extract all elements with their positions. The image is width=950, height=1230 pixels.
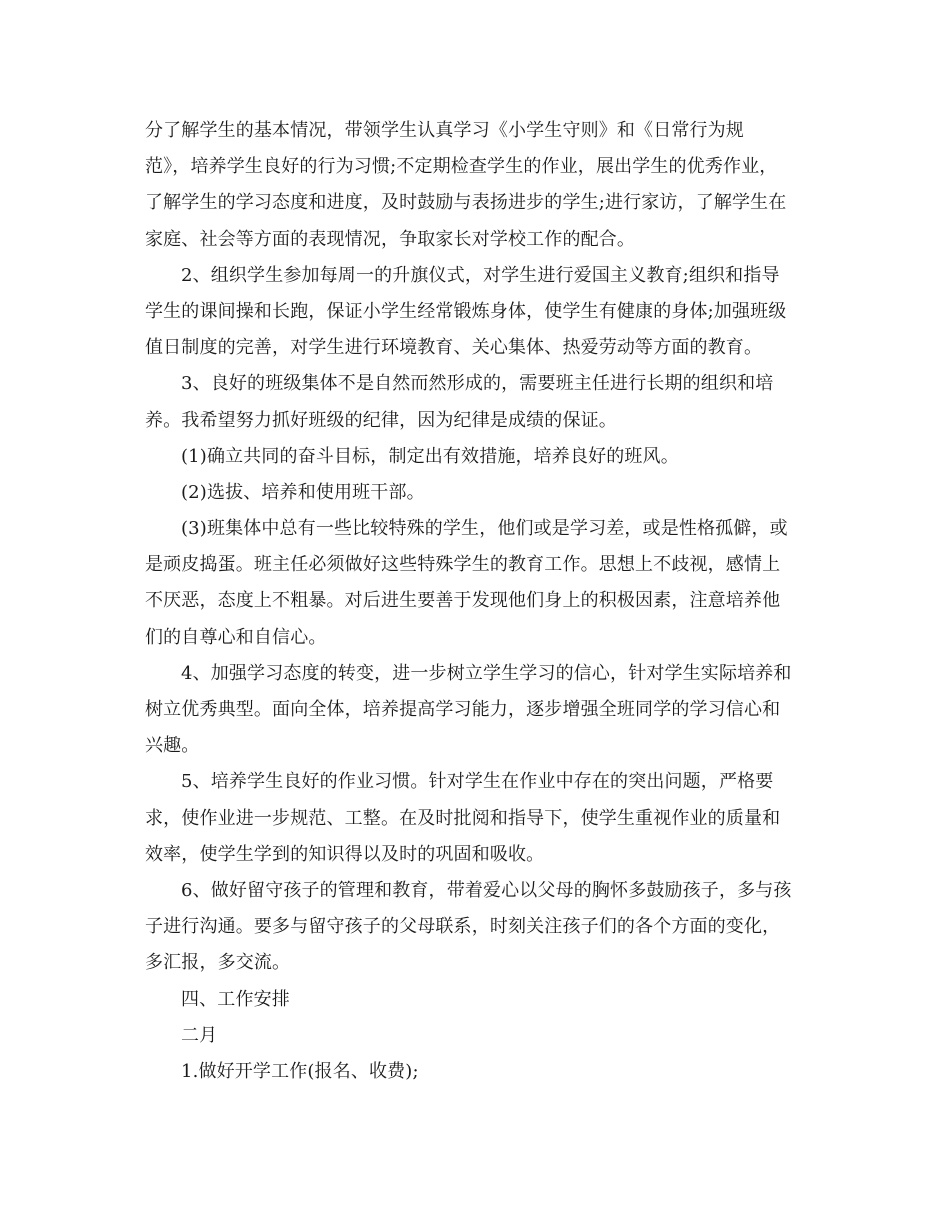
- text-line: 4、加强学习态度的转变，进一步树立学生学习的信心，针对学生实际培养和: [181, 662, 792, 684]
- text-line: 四、工作安排: [181, 988, 290, 1010]
- text-line: (2)选拔、培养和使用班干部。: [181, 481, 425, 503]
- text-line: 们的自尊心和自信心。: [145, 626, 327, 648]
- text-line: 1.做好开学工作(报名、收费);: [181, 1060, 419, 1082]
- text-line: 范》，培养学生良好的行为习惯;不定期检查学生的作业，展出学生的优秀作业，: [145, 156, 778, 178]
- text-line: (1)确立共同的奋斗目标，制定出有效措施，培养良好的班风。: [181, 445, 679, 467]
- text-line: 学生的课间操和长跑，保证小学生经常锻炼身体，使学生有健康的身体;加强班级: [145, 300, 787, 322]
- text-line: 子进行沟通。要多与留守孩子的父母联系，时刻关注孩子们的各个方面的变化，: [145, 916, 781, 938]
- text-line: 3、良好的班级集体不是自然而然形成的，需要班主任进行长期的组织和培: [181, 373, 774, 395]
- text-line: 效率，使学生学到的知识得以及时的巩固和吸收。: [145, 843, 545, 865]
- text-line: 不厌恶，态度上不粗暴。对后进生要善于发现他们身上的积极因素，注意培养他: [145, 590, 781, 612]
- text-line: 多汇报，多交流。: [145, 952, 291, 974]
- text-line: 2、组织学生参加每周一的升旗仪式，对学生进行爱国主义教育;组织和指导: [181, 264, 780, 286]
- text-line: 求，使作业进一步规范、工整。在及时批阅和指导下，使学生重视作业的质量和: [145, 807, 781, 829]
- text-line: (3)班集体中总有一些比较特殊的学生，他们或是学习差，或是性格孤僻，或: [181, 518, 788, 540]
- text-line: 5、培养学生良好的作业习惯。针对学生在作业中存在的突出问题，严格要: [181, 771, 774, 793]
- text-line: 家庭、社会等方面的表现情况，争取家长对学校工作的配合。: [145, 228, 636, 250]
- text-line: 兴趣。: [145, 735, 200, 757]
- text-line: 是顽皮捣蛋。班主任必须做好这些特殊学生的教育工作。思想上不歧视，感情上: [145, 554, 781, 576]
- text-line: 6、做好留守孩子的管理和教育，带着爱心以父母的胸怀多鼓励孩子，多与孩: [181, 879, 792, 901]
- text-line: 了解学生的学习态度和进度，及时鼓励与表扬进步的学生;进行家访，了解学生在: [145, 192, 787, 214]
- text-line: 分了解学生的基本情况，带领学生认真学习《小学生守则》和《日常行为规: [145, 120, 744, 141]
- text-line: 养。我希望努力抓好班级的纪律，因为纪律是成绩的保证。: [145, 409, 617, 431]
- text-line: 值日制度的完善，对学生进行环境教育、关心集体、热爱劳动等方面的教育。: [145, 337, 763, 359]
- document-body: [145, 113, 815, 1090]
- text-line: 树立优秀典型。面向全体，培养提高学习能力，逐步增强全班同学的学习信心和: [145, 699, 781, 720]
- text-line: 二月: [181, 1024, 218, 1046]
